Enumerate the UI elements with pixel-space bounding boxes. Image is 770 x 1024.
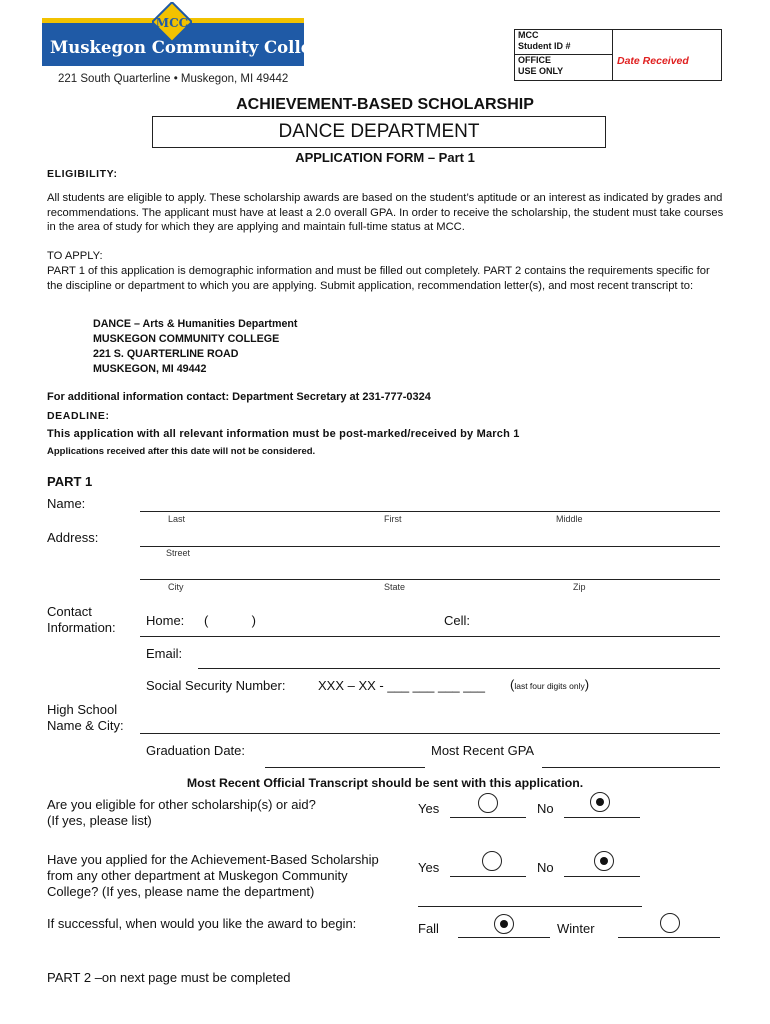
- q2-yes-radio[interactable]: [482, 851, 502, 871]
- gpa-field[interactable]: [542, 767, 720, 768]
- contact-information-label: Contact Information:: [47, 604, 116, 635]
- graduation-date-label: Graduation Date:: [146, 743, 246, 758]
- name-label: Name:: [47, 496, 86, 511]
- home-phone-label: Home:: [146, 613, 185, 628]
- graduation-date-field[interactable]: [265, 767, 425, 768]
- winter-radio[interactable]: [660, 913, 680, 933]
- eligibility-text: All students are eligible to apply. These scholarship awards are based on the student’s aptitude or an interest as indicated by grades and recommendations. The applicant must have at least a 2.0 overall GPA. In order to receive the scholarship, the student must take courses in the area of study for which they are applying and maintain full-time status at MCC.: [47, 192, 724, 234]
- ssn-label: Social Security Number:: [146, 678, 286, 693]
- office-box-divider: [612, 29, 613, 81]
- fall-label: Fall: [418, 921, 439, 936]
- city-state-zip-field[interactable]: [140, 579, 720, 580]
- q1-yes-radio[interactable]: [478, 793, 498, 813]
- q1-yes-label: Yes: [418, 801, 440, 816]
- q1-no-radio[interactable]: [590, 792, 610, 812]
- address-label: Address:: [47, 530, 99, 545]
- street-field[interactable]: [140, 546, 720, 547]
- to-apply-heading: TO APPLY:: [47, 250, 103, 262]
- q2-no-label: No: [537, 860, 554, 875]
- mailing-address: DANCE – Arts & Humanities Department MUSKEGON COMMUNITY COLLEGE 221 S. QUARTERLINE ROAD MUSKEGON, MI 49442: [93, 318, 298, 375]
- deadline-note: Applications received after this date will not be considered.: [47, 446, 316, 457]
- to-apply-text: PART 1 of this application is demographic information and must be filled out completely. PART 2 contains the requirements specific for the discipline or department to which you are applying. Submit application, recommendation letter(s), and most recent transcript to:: [47, 265, 710, 292]
- contact-info-text: For additional information contact: Department Secretary at 231-777-0324: [47, 391, 431, 403]
- question-other-scholarships: Are you eligible for other scholarship(s) or aid? (If yes, please list): [47, 797, 316, 828]
- phone-field[interactable]: [140, 636, 720, 637]
- high-school-label: High School Name & City:: [47, 702, 124, 733]
- home-phone-parens: ( ): [204, 613, 256, 628]
- eligibility-heading: ELIGIBILITY:: [47, 168, 118, 180]
- part1-heading: PART 1: [47, 474, 93, 489]
- deadline-heading: DEADLINE:: [47, 410, 110, 422]
- zip-caption: Zip: [573, 582, 586, 592]
- transcript-note: Most Recent Official Transcript should be sent with this application.: [186, 776, 584, 790]
- q1-no-label: No: [537, 801, 554, 816]
- q2-department-field[interactable]: [418, 906, 642, 907]
- fall-radio[interactable]: [494, 914, 514, 934]
- ssn-note: (last four digits only): [510, 677, 590, 692]
- email-field[interactable]: [198, 668, 720, 669]
- gpa-label: Most Recent GPA: [431, 743, 535, 758]
- street-caption: Street: [166, 548, 191, 558]
- office-use-only-label: OFFICE USE ONLY: [518, 55, 564, 76]
- question-other-departments: Have you applied for the Achievement-Based Scholarship from any other department at Muskegon Community College? (If yes, please name the department): [47, 852, 379, 899]
- first-name-caption: First: [384, 514, 402, 524]
- department-title: DANCE DEPARTMENT: [152, 116, 606, 148]
- scholarship-title: ACHIEVEMENT-BASED SCHOLARSHIP: [236, 96, 534, 113]
- city-caption: City: [168, 582, 184, 592]
- form-title: APPLICATION FORM – Part 1: [295, 150, 475, 165]
- q2-yes-label: Yes: [418, 860, 440, 875]
- winter-label: Winter: [557, 921, 595, 936]
- last-name-caption: Last: [168, 514, 186, 524]
- state-caption: State: [384, 582, 406, 592]
- college-emblem-icon: [152, 2, 192, 42]
- date-received-label: Date Received: [617, 55, 689, 67]
- award-start-question: If successful, when would you like the award to begin:: [47, 916, 357, 931]
- name-field[interactable]: [140, 511, 720, 512]
- college-name: Muskegon Community College: [50, 38, 334, 57]
- email-label: Email:: [146, 646, 183, 661]
- deadline-text: This application with all relevant information must be post-marked/received by March 1: [47, 428, 520, 440]
- middle-name-caption: Middle: [556, 514, 583, 524]
- high-school-field[interactable]: [140, 733, 720, 734]
- cell-phone-label: Cell:: [444, 613, 471, 628]
- mcc-student-id-label: MCC Student ID #: [518, 30, 571, 51]
- college-address: 221 South Quarterline • Muskegon, MI 49442: [58, 73, 289, 85]
- emblem-text: MCC: [155, 16, 189, 30]
- q2-no-radio[interactable]: [594, 851, 614, 871]
- ssn-field[interactable]: XXX – XX - ___ ___ ___ ___: [318, 678, 485, 693]
- part2-note: PART 2 –on next page must be completed: [47, 970, 291, 985]
